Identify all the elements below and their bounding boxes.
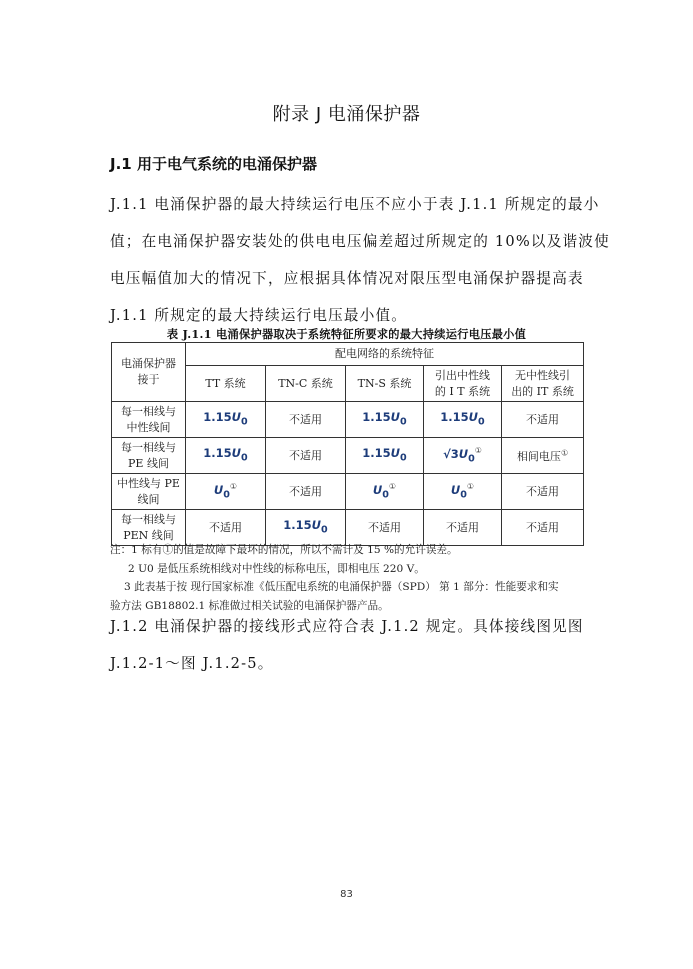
voltage-value bbox=[443, 446, 482, 465]
footnote-marker: ① bbox=[560, 448, 569, 458]
row-label-line: 中性线间 bbox=[126, 420, 171, 434]
row-label-line: PE 线间 bbox=[128, 456, 169, 470]
table-row bbox=[112, 402, 584, 438]
voltage-coefficient: 1.15 bbox=[283, 517, 312, 532]
column-header-line: 的 I T 系统 bbox=[434, 384, 491, 398]
column-header-line: TN-C 系统 bbox=[278, 376, 333, 390]
voltage-symbol: U bbox=[450, 483, 461, 498]
voltage-symbol: U bbox=[468, 409, 479, 424]
voltage-subscript: 0 bbox=[382, 489, 389, 501]
voltage-subscript: 0 bbox=[400, 452, 407, 464]
footnote-marker: ① bbox=[388, 482, 397, 492]
row-label-line: 线间 bbox=[137, 492, 160, 506]
cell-text bbox=[368, 521, 401, 534]
paragraph-line: J.1.1 所规定的最大持续运行电压最小值。 bbox=[110, 307, 408, 324]
voltage-coefficient: 1.15 bbox=[203, 409, 232, 424]
table-cell bbox=[346, 438, 424, 474]
table-group-header: 配电网络的系统特征 bbox=[186, 343, 584, 366]
voltage-subscript: 0 bbox=[468, 453, 475, 465]
corner-line: 接于 bbox=[137, 373, 160, 386]
column-header-line: TN-S 系统 bbox=[357, 376, 412, 390]
voltage-subscript: 0 bbox=[223, 489, 230, 501]
table-cell bbox=[502, 438, 584, 474]
cell-text-value: 不适用 bbox=[289, 484, 322, 498]
row-label bbox=[112, 438, 186, 474]
table-cell bbox=[186, 438, 266, 474]
column-header bbox=[424, 366, 502, 402]
column-header bbox=[266, 366, 346, 402]
table-cell bbox=[186, 402, 266, 438]
table-cell bbox=[346, 474, 424, 510]
cell-text bbox=[526, 413, 559, 426]
voltage-value bbox=[372, 482, 397, 501]
voltage-symbol: U bbox=[231, 445, 242, 460]
table-cell bbox=[346, 402, 424, 438]
cell-text bbox=[289, 413, 322, 426]
voltage-symbol: U bbox=[231, 409, 242, 424]
voltage-subscript: 0 bbox=[241, 452, 248, 464]
voltage-value bbox=[213, 482, 238, 501]
voltage-subscript: 0 bbox=[460, 489, 467, 501]
row-label-line: 中性线与 PE bbox=[117, 476, 180, 490]
row-label-line: 每一相线与 bbox=[121, 440, 176, 454]
footnote-marker: ① bbox=[474, 446, 482, 456]
cell-text bbox=[289, 485, 322, 498]
row-label-line: PEN 线间 bbox=[123, 528, 174, 542]
table-cell bbox=[266, 474, 346, 510]
paragraph-j-1-1 bbox=[110, 186, 610, 334]
table-row bbox=[112, 438, 584, 474]
table-cell bbox=[502, 402, 584, 438]
row-label bbox=[112, 474, 186, 510]
note-line: 2 U0 是低压系统相线对中性线的标称电压，即相电压 220 V。 bbox=[128, 562, 425, 575]
corner-line: 电涌保护器 bbox=[121, 357, 176, 370]
cell-text-value: 不适用 bbox=[526, 520, 560, 534]
row-label bbox=[112, 402, 186, 438]
voltage-value bbox=[283, 517, 328, 536]
paragraph-line: 值；在电涌保护器安装处的供电电压偏差超过所规定的 10%以及谐波使 bbox=[110, 233, 610, 250]
column-header bbox=[186, 366, 266, 402]
cell-text bbox=[446, 521, 479, 534]
table-cell bbox=[502, 474, 584, 510]
column-header bbox=[502, 366, 584, 402]
cell-text bbox=[526, 485, 559, 498]
cell-text bbox=[209, 521, 242, 534]
voltage-value bbox=[203, 409, 248, 428]
voltage-coefficient: 1.15 bbox=[362, 409, 391, 424]
footnote-marker: ① bbox=[466, 482, 475, 492]
cell-text-value: 不适用 bbox=[289, 448, 322, 462]
paragraph-line: J.1.2 电涌保护器的接线形式应符合表 J.1.2 规定。具体接线图见图 bbox=[110, 618, 584, 635]
column-header bbox=[346, 366, 424, 402]
cell-text bbox=[289, 449, 322, 462]
column-header-line: TT 系统 bbox=[205, 376, 246, 390]
table-body bbox=[112, 402, 584, 546]
voltage-symbol: U bbox=[390, 445, 401, 460]
cell-text-value: 不适用 bbox=[526, 412, 560, 426]
table-cell bbox=[424, 474, 502, 510]
page-number: 83 bbox=[340, 889, 353, 900]
paragraph-line: J.1.1 电涌保护器的最大持续运行电压不应小于表 J.1.1 所规定的最小 bbox=[110, 196, 600, 213]
section-heading: J.1 用于电气系统的电涌保护器 bbox=[110, 155, 317, 173]
table-cell bbox=[266, 402, 346, 438]
voltage-value bbox=[450, 482, 475, 501]
cell-text bbox=[526, 521, 559, 534]
voltage-value bbox=[203, 445, 248, 464]
table-cell bbox=[424, 402, 502, 438]
column-header-line: 无中性线引 bbox=[515, 368, 571, 382]
voltage-subscript: 0 bbox=[321, 524, 328, 536]
appendix-title: 附录 J 电涌保护器 bbox=[272, 104, 421, 125]
cell-text-value: 不适用 bbox=[209, 520, 242, 534]
voltage-value bbox=[362, 409, 407, 428]
table-cell bbox=[424, 438, 502, 474]
voltage-value bbox=[440, 409, 485, 428]
paragraph-line: J.1.2-1～图 J.1.2-5。 bbox=[110, 655, 274, 672]
voltage-symbol: U bbox=[213, 483, 224, 498]
table-cell bbox=[186, 474, 266, 510]
voltage-value bbox=[362, 445, 407, 464]
voltage-coefficient: 1.15 bbox=[362, 445, 391, 460]
column-header-line: 出的 IT 系统 bbox=[511, 384, 574, 398]
cell-text-value: 不适用 bbox=[368, 520, 401, 534]
voltage-subscript: 0 bbox=[478, 416, 485, 428]
voltage-coefficient: 1.15 bbox=[203, 445, 232, 460]
table-corner-header bbox=[112, 343, 186, 402]
cell-text-value: 相间电压 bbox=[516, 450, 561, 464]
column-header-line: 引出中性线 bbox=[435, 368, 490, 382]
voltage-symbol: U bbox=[311, 517, 322, 532]
note-line: 注：1 标有①的值是故障下最坏的情况，所以不需计及 15 %的允许误差。 bbox=[110, 544, 458, 556]
cell-text-value: 不适用 bbox=[446, 520, 479, 534]
note-line: 3 此表基于按 现行国家标准《低压配电系统的电涌保护器（SPD） 第 1 部分：性能要求和实 bbox=[124, 581, 559, 593]
footnote-marker: ① bbox=[229, 482, 238, 492]
voltage-symbol: U bbox=[372, 483, 383, 498]
voltage-coefficient: 1.15 bbox=[440, 409, 469, 424]
table-notes bbox=[110, 541, 590, 615]
voltage-table bbox=[111, 342, 584, 546]
voltage-symbol: U bbox=[390, 409, 401, 424]
voltage-coefficient: √3 bbox=[443, 447, 459, 462]
paragraph-j-1-2 bbox=[110, 608, 586, 682]
paragraph-line: 电压幅值加大的情况下，应根据具体情况对限压型电涌保护器提高表 bbox=[110, 270, 584, 287]
table-row bbox=[112, 474, 584, 510]
voltage-symbol: U bbox=[458, 447, 469, 462]
row-label-line: 每一相线与 bbox=[121, 512, 176, 526]
table-caption: 表 J.1.1 电涌保护器取决于系统特征所要求的最大持续运行电压最小值 bbox=[166, 327, 527, 341]
table-cell bbox=[266, 438, 346, 474]
cell-text-value: 不适用 bbox=[289, 412, 322, 426]
voltage-subscript: 0 bbox=[241, 416, 248, 428]
cell-text bbox=[517, 450, 568, 463]
voltage-subscript: 0 bbox=[400, 416, 407, 428]
row-label-line: 每一相线与 bbox=[121, 404, 176, 418]
cell-text-value: 不适用 bbox=[526, 484, 560, 498]
note-line: 验方法 GB18802.1 标准做过相关试验的电涌保护器产品。 bbox=[110, 599, 389, 612]
